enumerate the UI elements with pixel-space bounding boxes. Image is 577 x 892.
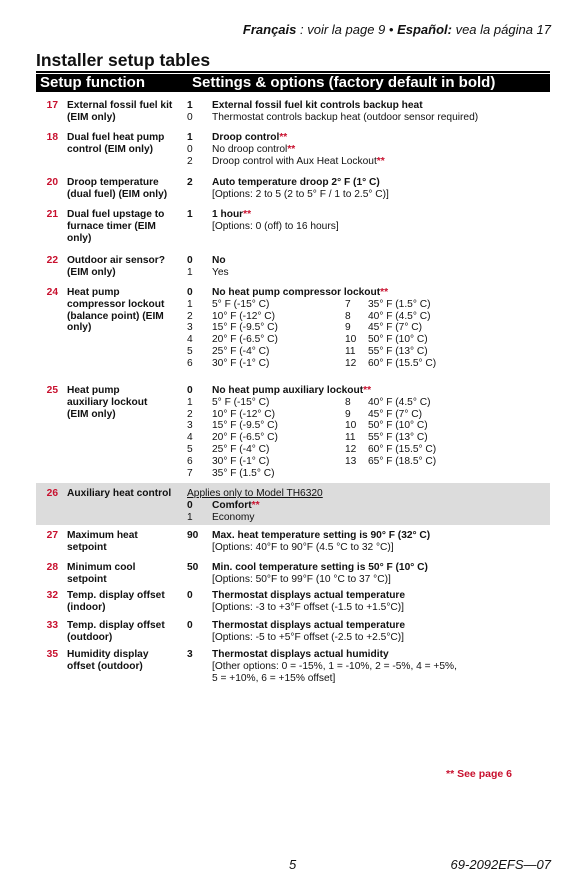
- table-row: [36, 620, 550, 646]
- option-code: 0: [187, 255, 193, 266]
- option-descriptions: [212, 385, 548, 479]
- function-name: [67, 209, 187, 244]
- option-descriptions: [212, 620, 548, 644]
- document-number: 69-2092EFS—07: [450, 857, 551, 872]
- option-codes: [187, 209, 205, 221]
- see-page-marker: **: [376, 155, 385, 167]
- option-text: 30° F (-1° C): [212, 455, 270, 467]
- option-code: 12: [345, 443, 357, 455]
- option-code: 0: [187, 385, 193, 396]
- option-code: 1: [187, 132, 193, 143]
- option-code: 5: [187, 345, 193, 357]
- option-code: 1: [187, 511, 193, 523]
- option-default: No heat pump compressor lockout: [212, 287, 381, 298]
- option-code: 3: [187, 420, 193, 432]
- option-code: 11: [345, 345, 356, 357]
- option-text: 25° F (-4° C): [212, 443, 270, 455]
- function-line: (EIM only): [67, 111, 116, 123]
- function-line: (EIM only): [67, 266, 116, 278]
- function-number: 27: [46, 530, 58, 541]
- option-code: 3: [187, 649, 193, 660]
- function-name: [67, 530, 187, 554]
- function-number: 22: [46, 255, 58, 266]
- option-default: Thermostat displays actual temperature: [212, 620, 406, 631]
- function-number: 20: [46, 177, 58, 188]
- option-text: 20° F (-6.5° C): [212, 334, 278, 346]
- function-line: auxiliary lockout: [67, 396, 148, 408]
- option-text: 60° F (15.5° C): [368, 357, 437, 369]
- option-codes: [187, 177, 205, 189]
- function-name: [67, 620, 187, 644]
- option-codes: [187, 132, 205, 167]
- table-row: [36, 132, 550, 170]
- option-code: 11: [345, 432, 356, 444]
- option-text: 30° F (-1° C): [212, 357, 270, 369]
- option-text: 55° F (13° C): [368, 432, 428, 444]
- option-text: 5° F (-15° C): [212, 396, 270, 408]
- option-code: 0: [187, 143, 193, 155]
- function-number: 25: [46, 385, 58, 396]
- function-line: Dual fuel upstage to: [67, 209, 165, 220]
- option-default: Max. heat temperature setting is 90° F (32° C): [212, 530, 431, 541]
- option-text: [Options: -5 to +5°F offset (-2.5 to +2.5°C)]: [212, 631, 404, 643]
- option-code: 0: [187, 499, 193, 511]
- option-code: 8: [345, 396, 351, 408]
- option-codes: [187, 530, 205, 542]
- table-row: [36, 649, 550, 687]
- table-row: [36, 590, 550, 616]
- function-line: Outdoor air sensor?: [67, 255, 165, 266]
- option-code: 1: [187, 209, 193, 220]
- option-code: 1: [187, 298, 193, 310]
- option-text: 20° F (-6.5° C): [212, 432, 278, 444]
- option-code: 2: [187, 155, 193, 167]
- option-text: 60° F (15.5° C): [368, 443, 437, 455]
- option-code: 0: [187, 620, 193, 631]
- option-code: 9: [345, 408, 351, 420]
- option-code: 2: [187, 408, 193, 420]
- option-text: 10° F (-12° C): [212, 408, 276, 420]
- function-line: (outdoor): [67, 631, 113, 643]
- table-row: [36, 385, 550, 483]
- function-name: [67, 100, 187, 124]
- option-codes: [187, 287, 205, 370]
- option-text: 40° F (4.5° C): [368, 310, 431, 322]
- function-line: Humidity display: [67, 649, 149, 660]
- option-text: 65° F (18.5° C): [368, 455, 437, 467]
- function-number: 33: [46, 620, 58, 631]
- option-code: 0: [187, 590, 193, 601]
- table-header: [36, 74, 550, 92]
- option-codes: [187, 385, 205, 479]
- option-descriptions: [187, 488, 547, 523]
- option-code: 6: [187, 455, 193, 467]
- option-default: 1 hour: [212, 209, 244, 220]
- function-name: [67, 132, 187, 156]
- function-name: [67, 385, 187, 420]
- option-code: 0: [187, 287, 193, 298]
- function-line: Minimum cool: [67, 562, 136, 573]
- option-codes: [187, 620, 205, 632]
- function-number: 17: [46, 100, 58, 111]
- model-note: Applies only to Model TH6320: [187, 488, 323, 499]
- option-descriptions: [212, 100, 548, 124]
- option-text: 10° F (-12° C): [212, 310, 276, 322]
- option-code: 10: [345, 420, 357, 432]
- function-name: [67, 287, 187, 334]
- function-line: (dual fuel) (EIM only): [67, 188, 168, 200]
- option-text: 40° F (4.5° C): [368, 396, 431, 408]
- option-code: 2: [187, 177, 193, 188]
- spanish-label: Español:: [397, 22, 452, 37]
- option-code: 1: [187, 396, 193, 408]
- see-page-marker: **: [287, 143, 296, 155]
- function-line: compressor lockout: [67, 298, 165, 310]
- option-codes: [187, 255, 205, 279]
- option-text: [Options: 50°F to 99°F (10 °C to 37 °C)]: [212, 573, 391, 585]
- option-default: No: [212, 255, 226, 266]
- option-codes: [187, 649, 205, 661]
- function-line: (indoor): [67, 601, 106, 613]
- option-text: Thermostat controls backup heat (outdoor sensor required): [212, 111, 479, 123]
- function-number: 21: [46, 209, 58, 220]
- header-settings-options: Settings & options (factory default in bold): [192, 74, 496, 91]
- option-default: Min. cool temperature setting is 50° F (10° C): [212, 562, 428, 573]
- option-descriptions: [212, 209, 548, 233]
- function-line: Temp. display offset: [67, 590, 165, 601]
- option-default: Thermostat displays actual humidity: [212, 649, 389, 660]
- table-row: [36, 530, 550, 556]
- function-number: 26: [46, 488, 58, 499]
- option-code: 3: [187, 322, 193, 334]
- option-code: 90: [187, 530, 199, 541]
- see-page-marker: **: [380, 287, 389, 298]
- table-row: [36, 483, 550, 525]
- option-default: Comfort: [212, 499, 252, 511]
- option-default: Auto temperature droop 2° F (1° C): [212, 177, 380, 188]
- title-divider: [36, 71, 550, 73]
- function-number: 35: [46, 649, 58, 660]
- function-line: Dual fuel heat pump: [67, 132, 165, 143]
- option-descriptions: [212, 649, 548, 684]
- function-line: only): [67, 232, 92, 244]
- language-note: [243, 22, 551, 37]
- see-page-marker: **: [279, 132, 288, 143]
- option-text: 35° F (1.5° C): [212, 467, 275, 479]
- option-code: 7: [345, 298, 351, 310]
- option-default: No heat pump auxiliary lockout: [212, 385, 364, 396]
- table-row: [36, 255, 550, 281]
- option-text: 55° F (13° C): [368, 345, 428, 357]
- function-line: External fossil fuel kit: [67, 100, 173, 111]
- function-number: 32: [46, 590, 58, 601]
- spanish-text: vea la página 17: [451, 22, 551, 37]
- option-text: [Options: -3 to +3°F offset (-1.5 to +1.5°C)]: [212, 601, 404, 613]
- function-line: furnace timer (EIM: [67, 220, 156, 232]
- function-name: [67, 177, 187, 201]
- option-code: 6: [187, 357, 193, 369]
- option-text: Yes: [212, 266, 229, 278]
- table-row: [36, 287, 550, 373]
- option-text: 45° F (7° C): [368, 408, 423, 420]
- table-row: [36, 562, 550, 588]
- option-text: [Options: 40°F to 90°F (4.5 °C to 32 °C)]: [212, 541, 394, 553]
- option-text: 25° F (-4° C): [212, 345, 270, 357]
- function-number: 18: [46, 132, 58, 143]
- function-line: Droop temperature: [67, 177, 159, 188]
- function-line: (balance point) (EIM: [67, 310, 164, 322]
- table-row: [36, 100, 550, 126]
- function-line: Heat pump: [67, 287, 120, 298]
- option-descriptions: [212, 287, 548, 370]
- function-line: Maximum heat: [67, 530, 138, 541]
- function-line: control (EIM only): [67, 143, 154, 155]
- option-code: 1: [187, 100, 193, 111]
- option-text: [Options: 2 to 5 (2 to 5° F / 1 to 2.5° C)]: [212, 188, 389, 200]
- option-code: 8: [345, 310, 351, 322]
- function-line: setpoint: [67, 541, 107, 553]
- function-line: offset (outdoor): [67, 660, 143, 672]
- function-line: Temp. display offset: [67, 620, 165, 631]
- option-code: 7: [187, 467, 193, 479]
- header-setup-function: Setup function: [40, 74, 145, 91]
- option-code: 1: [187, 266, 193, 278]
- see-page-note: ** See page 6: [446, 768, 512, 780]
- option-text: [Options: 0 (off) to 16 hours]: [212, 220, 339, 232]
- see-page-marker: **: [363, 385, 372, 396]
- see-page-marker: **: [243, 209, 252, 220]
- option-text: No droop control: [212, 143, 288, 155]
- function-name: [67, 590, 187, 614]
- table-row: [36, 177, 550, 203]
- option-text: 15° F (-9.5° C): [212, 322, 278, 334]
- option-text: 50° F (10° C): [368, 420, 428, 432]
- function-line: (EIM only): [67, 408, 116, 420]
- option-descriptions: [212, 562, 548, 586]
- see-page-marker: **: [251, 499, 260, 511]
- option-codes: [187, 562, 205, 574]
- option-text: 5 = +10%, 6 = +15% offset]: [212, 672, 336, 684]
- option-text: Droop control with Aux Heat Lockout: [212, 155, 377, 167]
- option-text: 45° F (7° C): [368, 322, 423, 334]
- option-text: [Other options: 0 = -15%, 1 = -10%, 2 = -5%, 4 = +5%,: [212, 660, 457, 672]
- french-text: : voir la page 9 •: [296, 22, 398, 37]
- function-line: Heat pump: [67, 385, 120, 396]
- option-default: Thermostat displays actual temperature: [212, 590, 406, 601]
- function-name: [67, 649, 187, 673]
- option-descriptions: [212, 590, 548, 614]
- function-name: [67, 488, 187, 500]
- option-code: 13: [345, 455, 357, 467]
- option-codes: [187, 100, 205, 124]
- function-line: only): [67, 322, 92, 334]
- function-line: Auxiliary heat control: [67, 488, 172, 499]
- option-code: 5: [187, 443, 193, 455]
- option-codes: [187, 590, 205, 602]
- option-code: 4: [187, 432, 193, 444]
- option-code: 9: [345, 322, 351, 334]
- option-text: Economy: [212, 511, 255, 523]
- french-label: Français: [242, 22, 297, 37]
- option-text: 50° F (10° C): [368, 334, 428, 346]
- function-number: 24: [46, 287, 58, 298]
- option-descriptions: [212, 132, 548, 167]
- option-text: 35° F (1.5° C): [368, 298, 431, 310]
- function-name: [67, 562, 187, 586]
- function-line: setpoint: [67, 573, 107, 585]
- page-number: 5: [289, 857, 297, 872]
- page-title: Installer setup tables: [36, 50, 211, 70]
- option-code: 4: [187, 334, 193, 346]
- option-code: 10: [345, 334, 357, 346]
- option-default: External fossil fuel kit controls backup heat: [212, 100, 423, 111]
- option-descriptions: [212, 530, 548, 554]
- option-default: Droop control: [212, 132, 280, 143]
- option-descriptions: [212, 177, 548, 201]
- option-text: 5° F (-15° C): [212, 298, 270, 310]
- option-code: 50: [187, 562, 199, 573]
- option-code: 0: [187, 111, 193, 123]
- function-number: 28: [46, 562, 58, 573]
- table-row: [36, 209, 550, 247]
- function-name: [67, 255, 187, 279]
- option-descriptions: [212, 255, 548, 279]
- option-text: 15° F (-9.5° C): [212, 420, 278, 432]
- option-code: 12: [345, 357, 357, 369]
- option-code: 2: [187, 310, 193, 322]
